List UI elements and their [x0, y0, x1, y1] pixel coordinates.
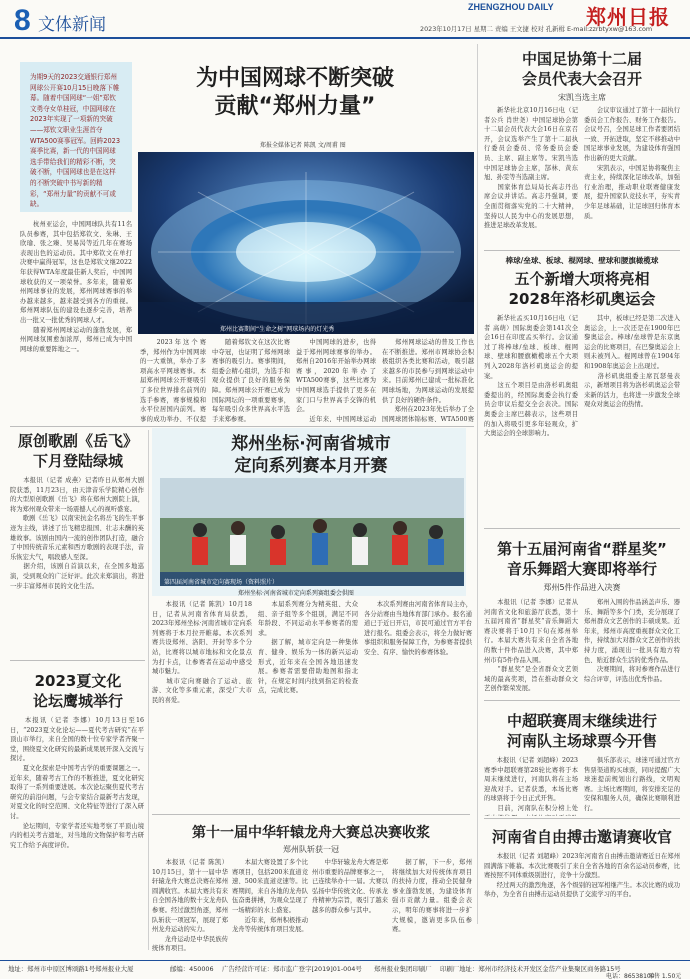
football-text-col2: 会议审议通过了第十一届执行委员会工作报告、财务工作报告。会议号召，全国足球工作者要团结一致、开拓进取，坚定不移推动中国足球事业发展，为建设体育强国作出新的更大贡献。 宋凯表示，中国足协将聚焦主责主业，持续深化足球改革，加强行业治理，推动职业联赛健康发展，提升国家队竞技水平，夯实青少年足球基础，让足球回归体育本质。	[584, 107, 680, 220]
csl-text-col1: 本报讯（记者 刘超峰）2023赛季中超联赛第28轮比赛将于本周末继续进行，河南队将在主场迎战对手。记者获悉，本场比赛的球票将于今日正式开售。 目前，河南队在积分榜上处	[484, 757, 578, 812]
skate-text-col2: 其中，板球已经是第二次进入奥运会，上一次还是在1900年巴黎奥运会。棒球/垒球曾是东京奥运会的比赛项目，在巴黎奥运会上则未被列入。棍网球曾在1904年和1908年奥运会上出现过。 洛杉矶奥组委主席瓦瑟曼表示，新增项目将为洛杉矶奥运会带来新的活力，也将进一步激发全球观众对奥运会的热情。	[584, 315, 680, 409]
footer-phone: 电话：86538100	[606, 973, 655, 979]
qunxing-text-col1: 本报讯（记者 李娜）记者从河南省文化和旅游厅获悉，第十五届河南省“群星奖”音乐舞蹈大赛决赛将于10月下旬在郑州举行。本届大赛共有来自全省各地的数十件作品进入决赛，其中郑州市有5件作品入围。 “群星奖”是全省群众文艺领域的最高奖项，旨在推动群众文艺创作繁荣发展。	[484, 599, 578, 693]
youth-bottom-rule	[484, 818, 680, 819]
orienteering-illustration	[160, 478, 464, 586]
orienteering-text-col2: 本届系列赛分为精英组、大众组、亲子组等多个组别，满足不同年龄段、不同运动水平参赛者的需求。 据了解，城市定向是一种集体育、健身、娱乐为一体的新兴运动形式，近年来在全国各地迅速发展。参赛者需要借助地图和指北针，在规定时间内找到指定的检查点，完成比赛。	[258, 601, 358, 695]
yuefei-headline-line2: 下月登陆绿城	[32, 452, 123, 470]
fighting-text: 本报讯（记者 刘超峰）2023年河南省自由搏击邀请赛近日在郑州圆满落下帷幕。本次比赛吸引了来自全省各地的百余名运动员参赛，比赛按照不同体重级别进行，竞争十分激烈。 经过两天的激烈角逐，各个级别的冠军相继产生。本次比赛的成功举办，为全省自由搏击运动员提供了交流学习的平台。	[484, 853, 680, 899]
culture-text: 本报讯（记者 李娜）10月13日至16日，“2023夏文化论坛——夏代考古研究”在平顶山市举行，来自全国的数十位专家学者齐聚一堂，围绕夏文化研究的最新成果展开深入交流与探讨。 夏文化探索是中国考古学的重要课题之一。近年来，随着考古工作的不断推进，夏文化研究取得了一系列重要进展。本次论坛聚焦夏代考古研究的前沿问题，与会专家结合最新考古发现，对夏文化的时空范围、文化特征等进行了深入研讨。 论坛期间，专家学者还实地考察了平顶山境内的相关考古遗址，对当地的文物保护和考古研究工作给予高度评价。	[10, 717, 144, 849]
yuefei-bottom-rule	[10, 660, 145, 661]
main-text-col5: 郑州网球运动的普及工作也在不断推进。郑州市网球协会积极组织各类比赛和活动，吸引越来越多的市民参与到网球运动中来。目前郑州已建成一批标准化网球场地，为网球运动的发展提供了良好的硬件条件。 郑州在2023年先后举办了全国网球团体锦标赛、WTA500赛	[382, 339, 474, 422]
header-divider	[0, 37, 690, 39]
qunxing-subhead: 郑州5件作品进入决赛	[543, 583, 621, 592]
footer-address: 地址：郑州市中原区博颂路1号郑州报业大厦	[8, 965, 134, 973]
skate-headline-line2: 五个新增大项将亮相	[514, 270, 650, 288]
stadium-illustration	[138, 152, 474, 334]
qunxing-headline-line1: 第十五届河南省“群星奖”	[497, 540, 667, 558]
main-headline-line1: 为中国网球不断突破	[195, 66, 394, 91]
tennis-stadium-photo	[138, 152, 474, 334]
left-column-rule	[148, 430, 149, 950]
main-headline-line2: 贡献“郑州力量”	[214, 94, 376, 119]
football-headline-line1: 中国足协第十二届	[521, 50, 642, 68]
footer-divider	[0, 960, 690, 961]
orienteering-headline-line2: 定向系列赛本月开赛	[234, 456, 388, 476]
csl-text-col2: 俱乐部表示，球迷可通过官方售票渠道购买球票，同时提醒广大球迷提前规划出行路线，文明观赛。主场比赛期间，将安排充足的安保和服务人员，确保比赛顺利进行。	[584, 757, 680, 812]
dragonboat-text-col3: 中华轩辕龙舟大赛是郑州市重要的品牌赛事之一，已连续举办十一届。大赛以弘扬中华传统文化、传承龙舟精神为宗旨，吸引了越来越多的群众参与其中。	[312, 859, 388, 914]
dragonboat-subhead: 郑州队斩获一冠	[283, 845, 339, 854]
culture-headline-line2: 论坛鹰城举行	[32, 692, 123, 710]
orienteering-headline-line1: 郑州坐标·河南省城市	[231, 434, 391, 454]
intro-text: 为期9天的2023交通银行郑州网球公开赛10月15日晚落下帷幕。随着中国网球“一姐”郑钦文勇夺女单桂冠，中国网球在2023年实现了一项新的突破——郑钦文职业生涯首夺WTA500赛事冠军。回眸2023赛季比赛，新一代的中国网球选手带给我们的精彩不断，突破不断，中国网球也是在这样的不断突破中书写新的精彩，“郑州力量”的贡献不可或缺。	[30, 73, 121, 209]
main-text-col1: 杭州亚运会，中国网球队共有11名队员参赛，其中包括郑钦文、朱琳、王欣瑜、张之臻、吴易昺等近几年在赛场表现出色的运动员。其中郑钦文在单打决赛中赢得冠军，这也是郑钦文继2022年获得WTA年度最佳新人奖后，中国网球收获的又一项荣誉。多年来，随着郑州网球事业的发展，郑州网球赛事的举办越来越多，越来越受到各方的重视。郑州网球队伍的建设也逐步完善，培养出一批又一批优秀的网球人才。 随着郑州网球运动的蓬勃发展，郑州网球氛围愈加浓厚，郑州已成为中国网球的重要阵地之一。	[20, 221, 132, 353]
orienteering-credit: 郑州坐标·河南省城市定向系列赛组委会供图	[238, 590, 354, 597]
yuefei-text: 本报讯（记者 成燕）记者昨日从郑州大剧院获悉，11月23日，由天津音乐学院精心创作的大型原创歌剧《岳飞》将在郑州大剧院上演，将为郑州观众带来一场震撼人心的视听盛宴。 歌剧《岳飞》以南宋抗金名将岳飞的生平事迹为主线，讲述了岳飞精忠报国、壮志未酬的英雄故事。该剧由国内一流的创作团队打造，融合了中国传统音乐元素和西方歌剧的表现手法，音乐恢宏大气，唱段感人至深。 据介绍，该剧自首演以来，在全国多地巡演，受到观众的广泛好评。此次来郑演出，将进一步丰富郑州市民的文化生活。	[10, 477, 144, 590]
main-text-col3: 随着郑钦文在这次比赛中夺冠，也证明了郑州网球赛事的吸引力。赛事期间，组委会精心组织，为选手和观众提供了良好的服务保障。郑州网球公开赛已成为国际网坛的一项重要赛事，每年吸引众多世界高水平选手来郑参赛。	[212, 339, 290, 422]
csl-headline-line2: 河南队主场球票今开售	[506, 732, 657, 750]
culture-headline-line1: 2023夏文化	[34, 672, 122, 690]
newspaper-logo: 郑州日报	[586, 5, 670, 29]
fighting-headline: 河南省自由搏击邀请赛收官	[491, 828, 672, 846]
football-bottom-rule	[484, 250, 680, 251]
masthead-en: ZHENGZHOU DAILY	[468, 2, 554, 12]
footer-price: 零售 1.50元	[648, 973, 682, 979]
football-text-col1: 新华社北京10月16日电（记者公兵 肖世尧）中国足球协会第十二届会员代表大会16日在京召开，会议选举产生了第十二届执行委员会委员、常务委员会委员、主席、副主席等。宋凯当选中国足球协会主席，郜林、黄东旭、孙雯等当选副主席。 国家体育总局局长高志丹出席会议并讲话。高志丹强调，要全面贯彻落实党的二十大精神，坚持以人民为中心的发展思想，推进足球改革发展。	[484, 107, 578, 230]
orienteering-text-col3: 本次系列赛由河南省体育局主办，各分站赛由当地体育部门承办。报名通道已于近日开启，市民可通过官方平台进行报名。组委会表示，将全力做好赛事组织和服务保障工作，为参赛者提供安全、有序、愉快的参赛体验。	[364, 601, 472, 656]
orienteering-caption: 第四届河南省城市定向赛现场（资料照片）	[164, 579, 279, 586]
main-bottom-rule	[10, 426, 474, 427]
orienteering-photo	[160, 478, 464, 586]
dragonboat-headline: 第十一届中华轩辕龙舟大赛总决赛收浆	[192, 825, 430, 841]
csl-headline-line1: 中超联赛周末继续进行	[506, 712, 657, 730]
football-headline-line2: 会员代表大会召开	[521, 70, 642, 88]
dragonboat-text-col4: 据了解，下一步，郑州将继续加大对传统体育项目的扶持力度，推动全民健身事业蓬勃发展，为建设体育强市贡献力量。组委会表示，明年的赛事将进一步扩大规模，邀请更多队伍参赛。	[392, 859, 472, 934]
zhengzhou-bottom-rule	[152, 814, 470, 815]
footer-postcode: 邮编：450006	[170, 965, 214, 973]
main-text-col4: 中国网球的进步，也得益于郑州网球赛事的举办。郑州自2016年开始举办网球赛事，2020年举办了WTA500赛事，这些比赛为中国网球选手提供了更多在家门口与世界高手交锋的机会。 近年来，中国网球运动	[296, 339, 376, 422]
main-text-col2: 2023年这个赛季，郑州作为中国网球的一大重镇，举办了多项高水平网球赛事。本届郑州网球公开赛吸引了多位世界排名前列的选手参赛，赛事规模和水平位居国内前列。赛事的成功举办，不仅提	[140, 339, 206, 422]
right-column-rule	[477, 44, 478, 924]
page-number: 8	[14, 4, 31, 37]
skate-kicker: 棒球/垒球、板球、棍网球、壁球和腰旗橄榄球	[505, 256, 659, 265]
skate-text-col1: 新华社孟买10月16日电（记者 高萌）国际奥委会第141次全会16日在印度孟买举行。会议通过了将棒球/垒球、板球、棍网球、壁球和腰旗橄榄球五个大项列入2028年洛杉矶奥运会的提案。 这五个项目是由洛杉矶奥组委提出的，经国际奥委会执行委员会审议后提交全会表决。国际奥委会主席巴赫表示，这些项目的加入将吸引更多年轻观众，扩大奥运会的全球影响力。	[484, 315, 578, 438]
orienteering-text-col1: 本报讯（记者 陈凯）10月18日，记者从河南省体育局获悉，2023年郑州坐标·河南省城市定向系列赛将于本月拉开帷幕。本次系列赛共设郑州、洛阳、开封等多个分站，比赛将以城市地标和文化景点为打卡点，让参赛者在运动中感受城市魅力。 城市定向赛融合了运动、旅游、文化等多重元素，深受广大市民的喜爱。	[152, 601, 252, 704]
dragonboat-text-col2: 本届大赛设置了多个比赛项目，包括200米直道竞速、500米直道竞速等。比赛期间，来自各地的龙舟队伍奋勇拼搏，为观众呈现了一场精彩的水上盛宴。 近年来，郑州积极推动龙舟等传统体育项目发展。	[232, 859, 308, 934]
yuefei-headline-line1: 原创歌剧《岳飞》	[17, 432, 138, 450]
section-title: 文体新闻	[38, 15, 106, 35]
skate-bottom-rule	[484, 528, 680, 529]
skate-headline-line3: 2028年洛杉矶奥运会	[508, 290, 656, 308]
intro-box	[20, 62, 132, 212]
footer-publisher: 郑州报业集团印刷厂	[374, 965, 432, 973]
dragonboat-text-col1: 本报讯（记者 陈凯）10月15日，第十一届中华轩辕龙舟大赛总决赛在郑州圆满收官。本届大赛共有来自全国各地的数十支龙舟队参赛。经过激烈角逐，郑州队斩获一项冠军，展现了郑州龙舟运动的实力。 龙舟运动是中华民族传统体育项目。	[152, 859, 228, 953]
page-header	[0, 0, 690, 40]
main-photo-caption: 郑州比赛期间“生命之树”网球场内的灯光秀	[220, 326, 335, 333]
qunxing-bottom-rule	[484, 700, 680, 701]
football-subhead: 宋凯当选主席	[558, 93, 606, 102]
qunxing-headline-line2: 音乐舞蹈大赛即将举行	[506, 560, 657, 578]
dateline: 2023年10月17日 星期二 责编 王文捷 校对 孔新楫 E-mail:zzrbtyxw@163.com	[420, 25, 653, 33]
main-byline: 郑报全媒体记者 陈凯 文/周甫 图	[260, 142, 346, 149]
footer-ad-license: 广告经营许可证：郑市监广登字[2019]01-004号	[222, 965, 362, 973]
footer-printer: 印刷厂地址：郑州市经济技术开发区金岱产业集聚区商务路15号	[440, 965, 621, 973]
qunxing-text-col2: 郑州入围的作品涵盖声乐、器乐、舞蹈等多个门类，充分展现了郑州群众文艺创作的丰硕成果。近年来，郑州市高度重视群众文化工作，持续加大对群众文艺创作的扶持力度，涌现出一批具有地方特色、贴近群众生活的优秀作品。 决赛期间，将对参赛作品进行综合评审，评选出优秀作品。	[584, 599, 680, 683]
